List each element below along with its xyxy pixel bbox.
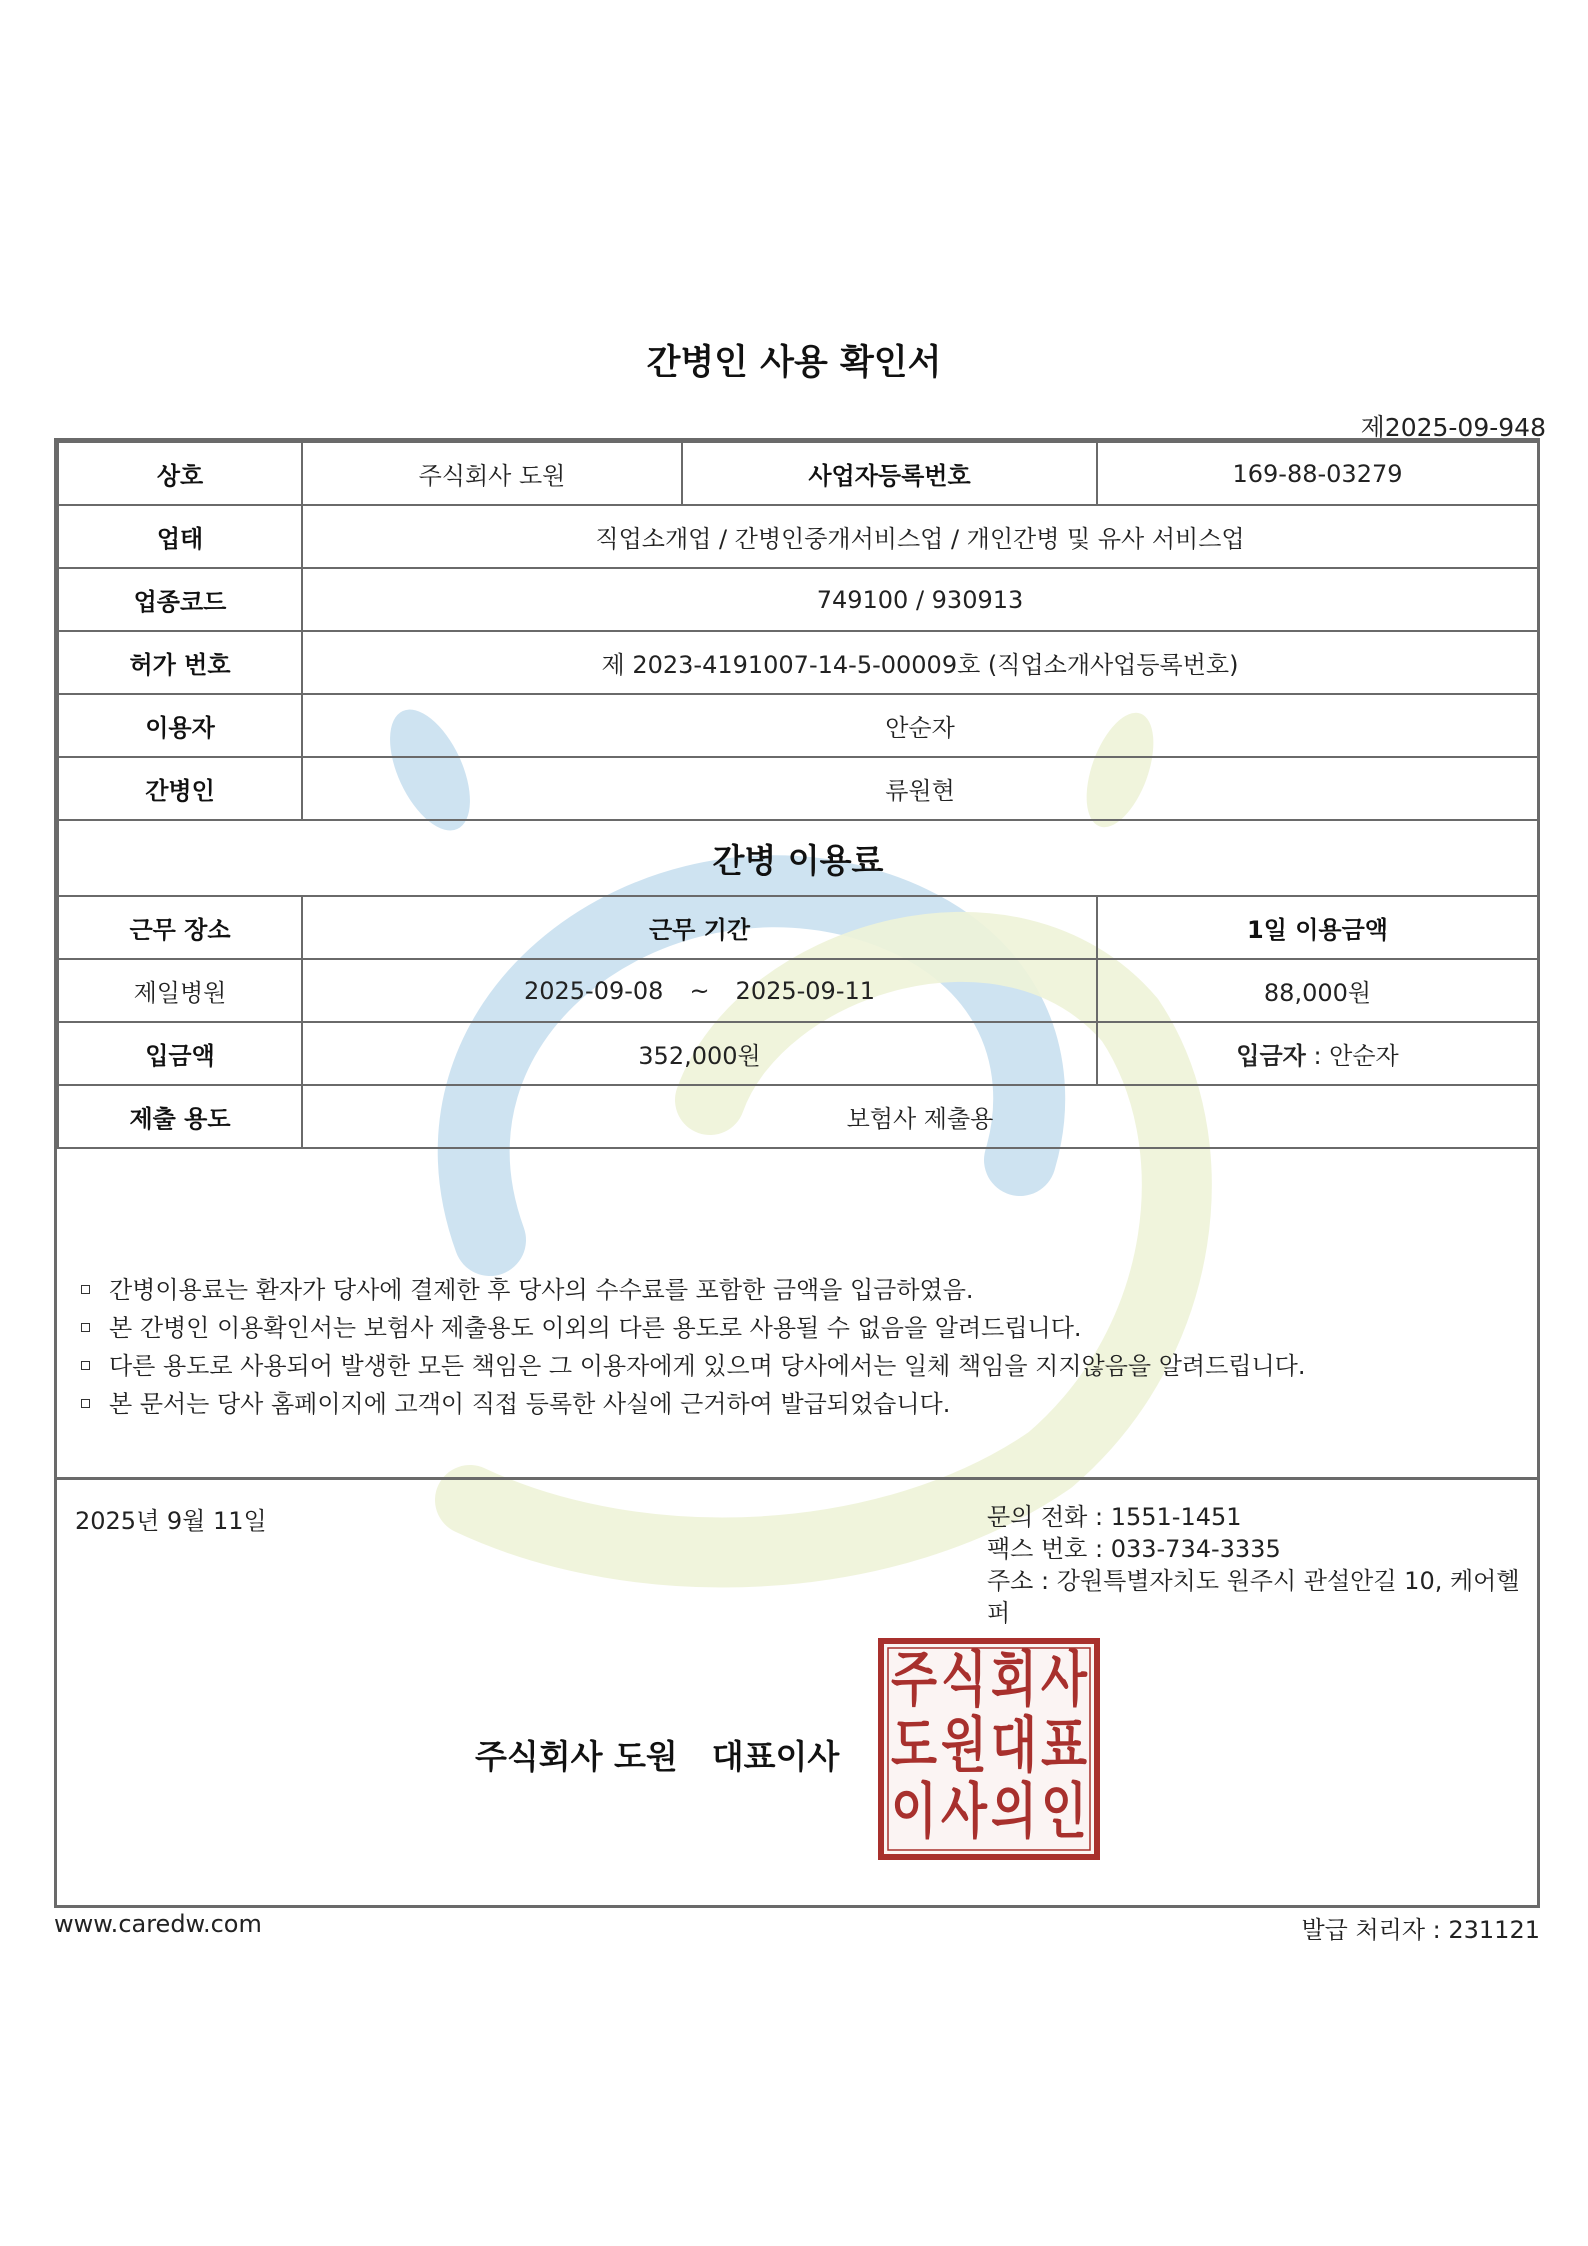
document-number: 제2025-09-948 — [1360, 413, 1546, 442]
depositor-separator: : — [1305, 1042, 1330, 1070]
issue-date: 2025년 9월 11일 — [75, 1507, 267, 1535]
info-table — [57, 441, 1539, 1149]
seal-character: 표 — [1041, 1711, 1088, 1781]
phone-number: 문의 전화 : 1551-1451 — [987, 1503, 1242, 1531]
section-divider — [57, 1477, 1537, 1480]
license-label: 허가 번호 — [58, 631, 302, 694]
seal-character: 회 — [991, 1645, 1037, 1715]
biz-no-value: 169-88-03279 — [1097, 442, 1538, 505]
seal-character: 도 — [891, 1711, 938, 1781]
table-row — [58, 820, 1538, 896]
table-row — [58, 694, 1538, 757]
company-address: 주소 : 강원특별자치도 원주시 관설안길 10, 케어헬퍼 — [987, 1567, 1520, 1627]
deposit-value: 352,000원 — [302, 1022, 1097, 1085]
period-separator: ~ — [689, 976, 710, 1005]
seal-character: 사 — [941, 1777, 988, 1847]
industry-code-label: 업종코드 — [58, 568, 302, 631]
daily-fee-label: 1일 이용금액 — [1097, 896, 1538, 959]
purpose-value: 보험사 제출용 — [302, 1085, 1538, 1148]
biz-type-label: 업태 — [58, 505, 302, 568]
company-name: 주식회사 도원 — [475, 1737, 678, 1776]
industry-code-value: 749100 / 930913 — [302, 568, 1538, 631]
biz-type-value: 직업소개업 / 간병인중개서비스업 / 개인간병 및 유사 서비스업 — [302, 505, 1538, 568]
table-row — [58, 442, 1538, 505]
contact-info — [987, 1501, 1537, 1629]
table-row — [58, 757, 1538, 820]
document-frame — [54, 438, 1540, 1908]
user-value: 안순자 — [302, 694, 1538, 757]
table-row — [58, 959, 1538, 1022]
list-item: 간병이용료는 환자가 당사에 결제한 후 당사의 수수료를 포함한 금액을 입금하였음. — [81, 1271, 1305, 1309]
seal-character: 주 — [891, 1645, 938, 1715]
company-signature — [475, 1731, 839, 1778]
seal-character: 사 — [1041, 1645, 1088, 1715]
depositor-value: 안순자 — [1329, 1042, 1399, 1070]
biz-no-label: 사업자등록번호 — [682, 442, 1097, 505]
period-end: 2025-09-11 — [735, 976, 876, 1005]
list-item: 본 문서는 당사 홈페이지에 고객이 직접 등록한 사실에 근거하여 발급되었습니다. — [81, 1385, 1305, 1423]
place-label: 근무 장소 — [58, 896, 302, 959]
company-seal — [878, 1638, 1100, 1860]
seal-character: 인 — [1041, 1777, 1087, 1847]
issuer-info: 발급 처리자 : 231121 — [1301, 1916, 1540, 1944]
caregiver-value: 류원현 — [302, 757, 1538, 820]
seal-character: 원 — [941, 1711, 987, 1781]
user-label: 이용자 — [58, 694, 302, 757]
table-row — [58, 1085, 1538, 1148]
period-start: 2025-09-08 — [523, 976, 664, 1005]
document-title: 간병인 사용 확인서 — [646, 343, 942, 383]
purpose-label: 제출 용도 — [58, 1085, 302, 1148]
seal-character: 대 — [991, 1711, 1037, 1781]
table-row — [58, 1022, 1538, 1085]
square-bullet-icon — [81, 1361, 90, 1370]
company-value: 주식회사 도원 — [302, 442, 682, 505]
fax-number: 팩스 번호 : 033-734-3335 — [987, 1535, 1281, 1563]
seal-character: 식 — [941, 1645, 987, 1715]
list-item: 다른 용도로 사용되어 발생한 모든 책임은 그 이용자에게 있으며 당사에서는 일체 책임을 지지않음을 알려드립니다. — [81, 1347, 1305, 1385]
square-bullet-icon — [81, 1399, 90, 1408]
daily-fee-value: 88,000원 — [1097, 959, 1538, 1022]
square-bullet-icon — [81, 1285, 90, 1294]
table-row — [58, 568, 1538, 631]
deposit-label: 입금액 — [58, 1022, 302, 1085]
company-label: 상호 — [58, 442, 302, 505]
table-row — [58, 631, 1538, 694]
seal-character: 의 — [991, 1777, 1037, 1847]
table-row — [58, 896, 1538, 959]
ceo-title: 대표이사 — [711, 1737, 840, 1776]
depositor-label: 입금자 — [1236, 1042, 1306, 1070]
caregiver-label: 간병인 — [58, 757, 302, 820]
fee-section-title: 간병 이용료 — [58, 820, 1538, 896]
seal-character: 이 — [891, 1777, 937, 1847]
table-row — [58, 505, 1538, 568]
list-item: 본 간병인 이용확인서는 보험사 제출용도 이외의 다른 용도로 사용될 수 없음을 알려드립니다. — [81, 1309, 1305, 1347]
square-bullet-icon — [81, 1323, 90, 1332]
website-link[interactable]: www.caredw.com — [54, 1910, 262, 1938]
license-value: 제 2023-4191007-14-5-00009호 (직업소개사업등록번호) — [302, 631, 1538, 694]
notes-section — [81, 1271, 1305, 1423]
period-label: 근무 기간 — [302, 896, 1097, 959]
place-value: 제일병원 — [58, 959, 302, 1022]
depositor-cell — [1097, 1022, 1538, 1085]
period-value — [302, 959, 1097, 1022]
